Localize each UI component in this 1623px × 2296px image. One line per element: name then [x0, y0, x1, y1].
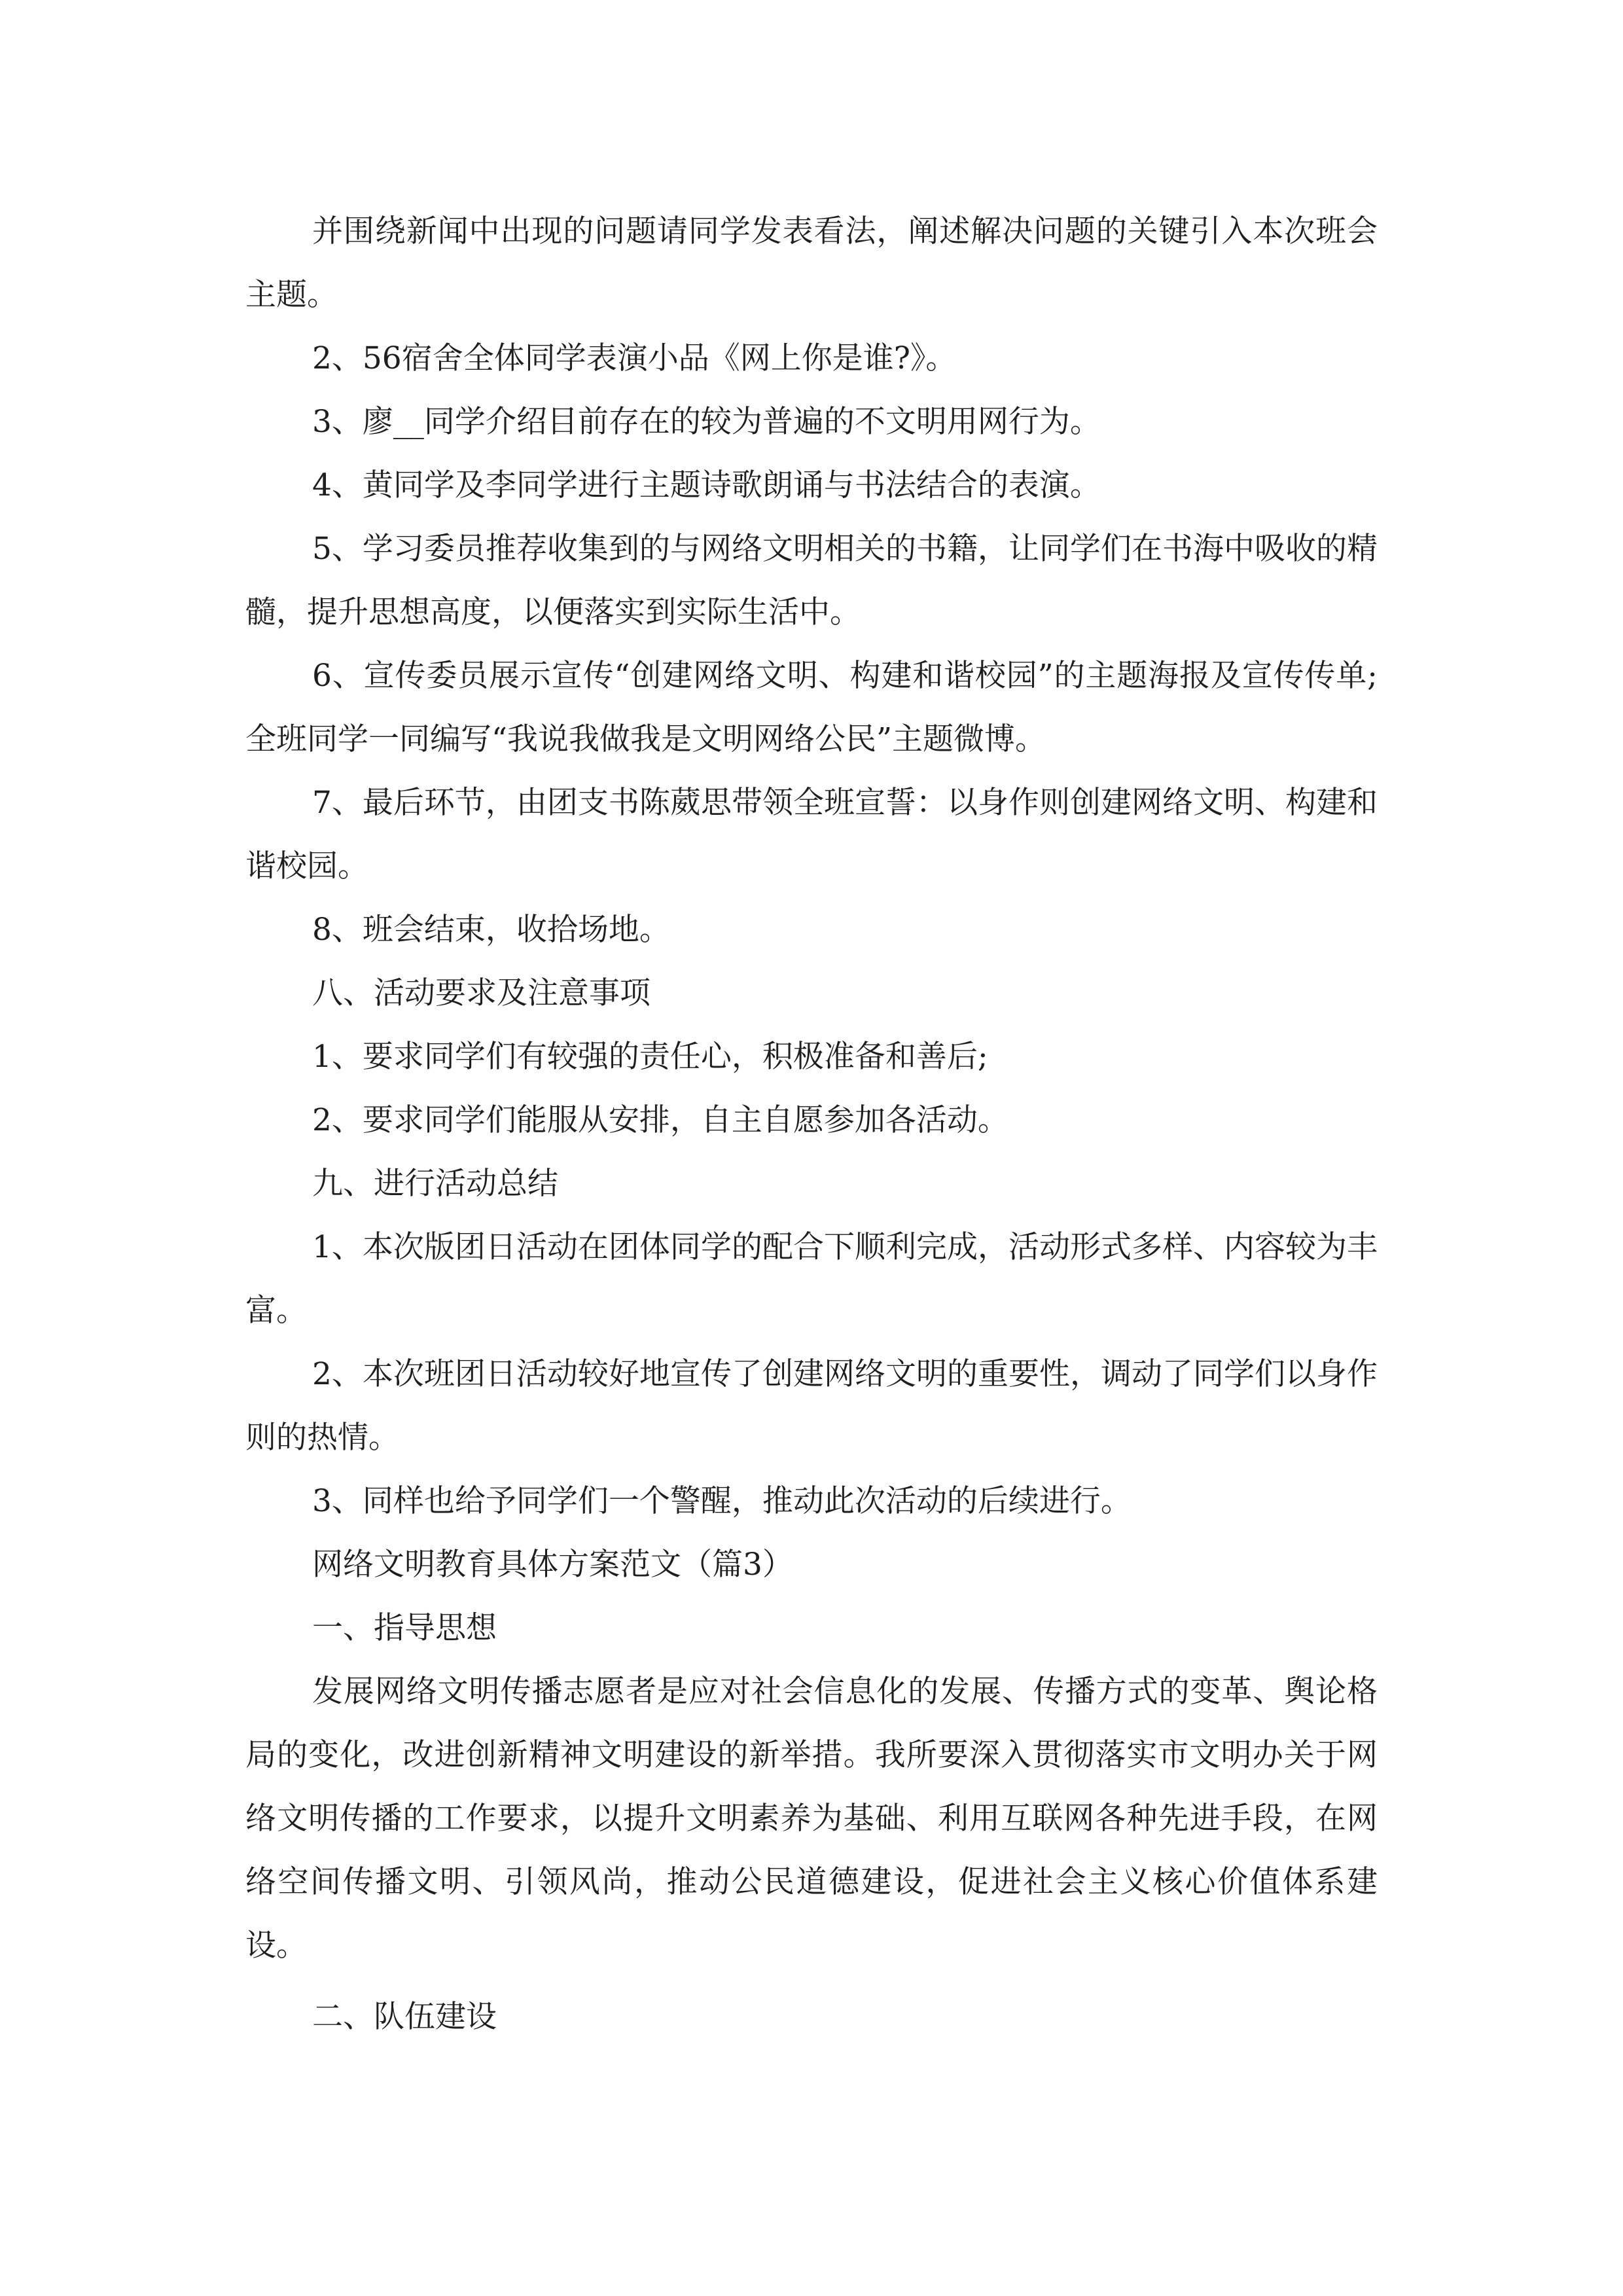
paragraph-14: 2、本次班团日活动较好地宣传了创建网络文明的重要性，调动了同学们以身作则的热情。 [245, 1356, 1378, 1456]
paragraph-10: 1、要求同学们有较强的责任心，积极准备和善后; [312, 1039, 988, 1075]
paragraph-6: 6、宣传委员展示宣传“创建网络文明、构建和谐校园”的主题海报及宣传传单;全班同学一同编写“我说我做我是文明网络公民”主题微博。 [245, 658, 1378, 757]
paragraph-13: 1、本次版团日活动在团体同学的配合下顺利完成，活动形式多样、内容较为丰富。 [245, 1229, 1378, 1329]
section-heading-guiding-ideology: 一、指导思想 [312, 1610, 497, 1646]
paragraph-1: 并围绕新闻中出现的问题请同学发表看法，阐述解决问题的关键引入本次班会主题。 [245, 213, 1378, 313]
section-heading-team-building: 二、队伍建设 [312, 1999, 497, 2035]
paragraph-18: 发展网络文明传播志愿者是应对社会信息化的发展、传播方式的变革、舆论格局的变化，改进创新精神文明建设的新举措。我所要深入贯彻落实市文明办关于网络文明传播的工作要求，以提升文明素养为基础、利用互联网各种先进手段，在网络空间传播文明、引领风尚，推动公民道德建设，促进社会主义核心价值体系建设。 [245, 1674, 1378, 1964]
paragraph-2: 2、56宿舍全体同学表演小品《网上你是谁?》。 [312, 340, 957, 376]
section-heading-summary: 九、进行活动总结 [312, 1166, 558, 1202]
paragraph-4: 4、黄同学及李同学进行主题诗歌朗诵与书法结合的表演。 [312, 467, 1101, 503]
paragraph-3: 3、廖__同学介绍目前存在的较为普遍的不文明用网行为。 [312, 404, 1101, 440]
section-heading-requirements: 八、活动要求及注意事项 [312, 975, 651, 1011]
paragraph-7: 7、最后环节，由团支书陈葳思带领全班宣誓：以身作则创建网络文明、构建和谐校园。 [245, 785, 1378, 884]
article-title-part-3: 网络文明教育具体方案范文（篇3） [312, 1547, 793, 1583]
paragraph-15: 3、同样也给予同学们一个警醒，推动此次活动的后续进行。 [312, 1483, 1132, 1519]
paragraph-11: 2、要求同学们能服从安排，自主自愿参加各活动。 [312, 1102, 1008, 1138]
document-page [245, 200, 1378, 2049]
paragraph-5: 5、学习委员推荐收集到的与网络文明相关的书籍，让同学们在书海中吸收的精髓，提升思想高度，以便落实到实际生活中。 [245, 531, 1378, 630]
paragraph-8: 8、班会结束，收拾场地。 [312, 912, 670, 948]
